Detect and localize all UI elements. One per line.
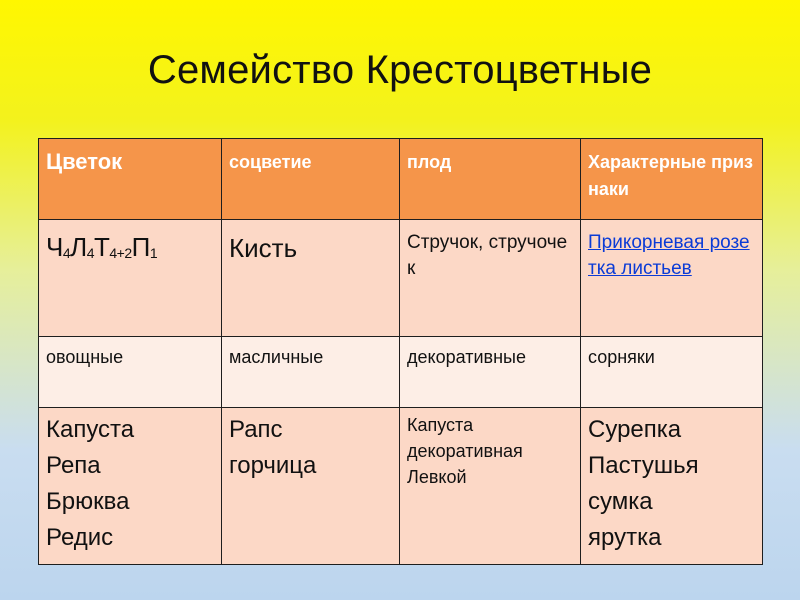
formula-pistil-count: 1 [149,245,158,261]
fruit-cell: Стручок, стручочек [400,220,581,337]
formula-petals-count: 4 [86,245,94,261]
flower-formula [39,220,222,337]
table-header-row [39,139,763,220]
table-row [39,220,763,337]
header-inflorescence: соцветие [222,139,400,220]
features-cell [581,220,763,337]
vegetable-cell: овощные [39,337,222,408]
formula-calyx-count: 4 [62,245,71,261]
inflorescence-cell: Кисть [222,220,400,337]
header-flower: Цветок [39,139,222,220]
weeds-examples: Сурепка Пастушья сумка ярутка [581,408,763,565]
formula-petals: Л [70,232,87,262]
decorative-cell: декоративные [400,337,581,408]
formula-stamens-count: 4+2 [109,245,132,261]
decorative-examples: Капуста декоративная Левкой [400,408,581,565]
formula-calyx: Ч [46,232,63,262]
header-features: Характерные признаки [581,139,763,220]
formula-pistil: П [131,232,150,262]
weeds-cell: сорняки [581,337,763,408]
vegetable-examples: Капуста Репа Брюква Редис [39,408,222,565]
oilseed-examples: Рапс горчица [222,408,400,565]
header-fruit: плод [400,139,581,220]
oilseed-cell: масличные [222,337,400,408]
formula-stamens: Т [94,232,110,262]
family-table [38,138,763,565]
table-row [39,337,763,408]
table-row [39,408,763,565]
features-link[interactable]: Прикорневая розетка листьев [588,232,750,279]
slide-title: Семейство Крестоцветные [147,48,653,92]
